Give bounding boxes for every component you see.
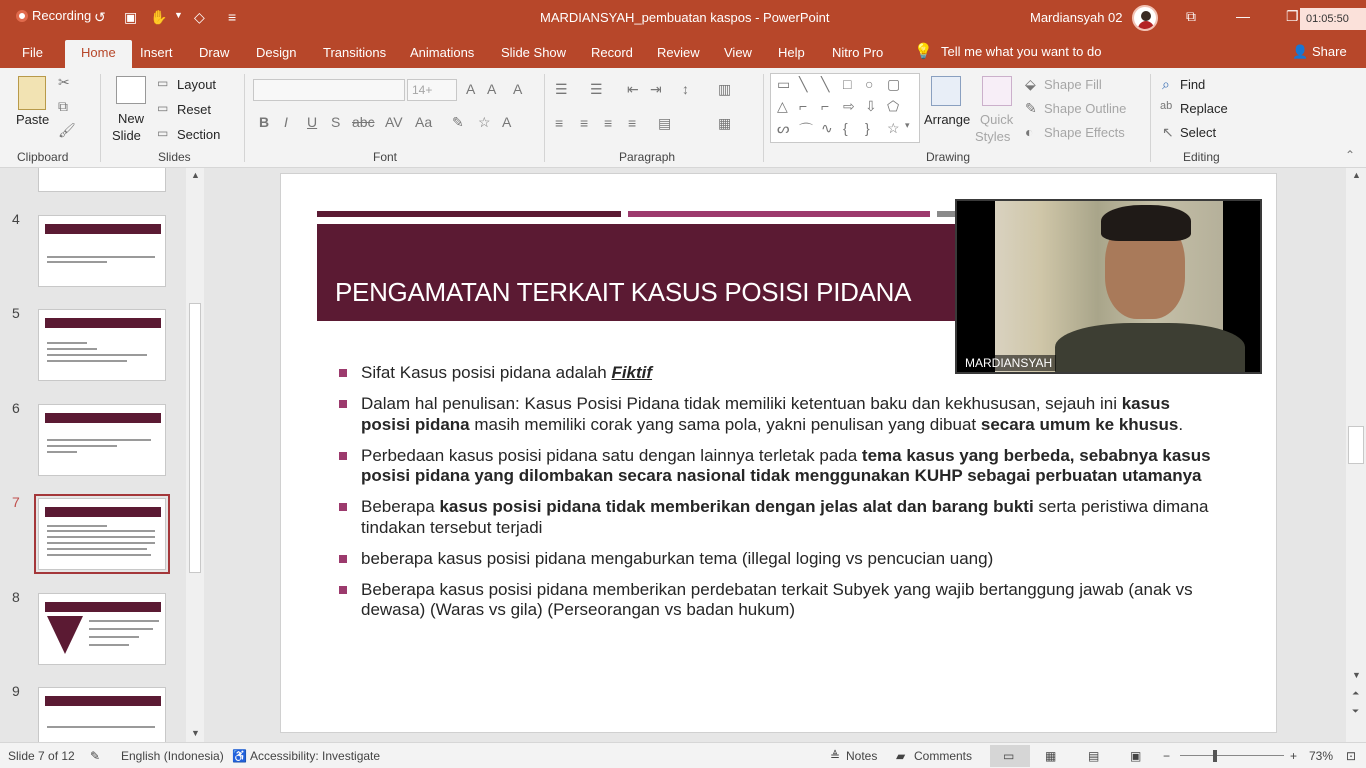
thumb-text-line xyxy=(47,542,155,544)
arrow-right-shape-icon[interactable]: ⇨ xyxy=(843,98,855,114)
tab-review[interactable]: Review xyxy=(657,45,700,60)
thumb-title-bar xyxy=(45,602,161,612)
person-hair xyxy=(1101,205,1191,241)
tab-draw[interactable]: Draw xyxy=(199,45,230,60)
quick-styles-icon[interactable] xyxy=(982,76,1012,106)
thumb-title-bar xyxy=(45,696,161,706)
slide-counter: Slide 7 of 12 xyxy=(8,749,75,763)
divider xyxy=(100,74,101,162)
bullet-item[interactable] xyxy=(337,446,1217,487)
previous-slide-icon[interactable]: ⏶ xyxy=(1352,688,1360,698)
bullet-text: . xyxy=(1178,414,1184,434)
slide-number: 9 xyxy=(12,683,20,699)
thumb-text-line xyxy=(47,348,97,350)
restore-icon[interactable]: ❐ xyxy=(1286,8,1299,24)
section-button[interactable]: Section xyxy=(177,127,221,142)
new-slide-icon[interactable] xyxy=(116,76,146,104)
reset-icon: ▭ xyxy=(157,101,169,115)
text-effects-icon[interactable]: ☆ xyxy=(478,114,491,130)
scroll-down-icon[interactable]: ▼ xyxy=(1352,670,1361,680)
zoom-out-icon[interactable]: − xyxy=(1163,749,1171,763)
divider xyxy=(544,74,545,162)
divider xyxy=(244,74,245,162)
thumb-text-line xyxy=(47,256,155,258)
arrange-icon[interactable] xyxy=(931,76,961,106)
recording-indicator xyxy=(16,8,91,23)
thumb-title-bar xyxy=(45,413,161,423)
quick-styles-button-line2[interactable]: Styles xyxy=(975,129,1011,144)
shape-outline-button[interactable]: Shape Outline xyxy=(1044,101,1127,116)
document-title: MARDIANSYAH_pembuatan kaspos - PowerPoint xyxy=(540,10,830,25)
zoom-slider-thumb[interactable] xyxy=(1213,750,1217,762)
columns-icon[interactable]: ▥ xyxy=(718,81,732,97)
bullet-bold: tema kasus yang berbeda, sebabnya kasus posisi pidana yang dilombakan secara nasional tidak menggunakan KUHP sebagai perbuatan utamanya xyxy=(361,445,1211,485)
comments-button[interactable]: Comments xyxy=(914,749,973,763)
slide-scrollbar[interactable] xyxy=(1346,168,1366,742)
accessibility-icon: ♿ xyxy=(232,749,247,763)
thumb-title-bar xyxy=(45,318,161,328)
cube-icon[interactable]: ◇ xyxy=(194,9,205,25)
tab-file[interactable]: File xyxy=(22,45,43,60)
paste-button[interactable]: Paste xyxy=(16,112,50,127)
thumb-text-line xyxy=(47,261,107,263)
thumb-text-line xyxy=(47,342,87,344)
tell-me-search[interactable]: Tell me what you want to do xyxy=(941,44,1102,59)
avatar[interactable] xyxy=(1132,5,1158,31)
bullet-item[interactable] xyxy=(337,394,1217,435)
slide-thumbnail[interactable] xyxy=(38,593,166,665)
accessibility-status[interactable]: Accessibility: Investigate xyxy=(250,749,381,763)
thumb-title-bar xyxy=(45,224,161,234)
change-case-icon[interactable]: Aa xyxy=(415,114,433,130)
line-shape-icon[interactable]: ╲ xyxy=(799,76,808,92)
paint-bucket-icon: ⬙ xyxy=(1025,76,1036,92)
slide-number: 4 xyxy=(12,211,20,227)
shape-effects-button[interactable]: Shape Effects xyxy=(1044,125,1125,140)
bullet-item[interactable] xyxy=(337,497,1217,538)
tab-slide-show[interactable]: Slide Show xyxy=(501,45,567,60)
thumb-text-line xyxy=(47,548,147,550)
brace-left-shape-icon[interactable]: { xyxy=(843,120,848,136)
recording-timer: 01:05:50 xyxy=(1300,8,1366,30)
title-bar xyxy=(0,0,1366,36)
thumb-text-line xyxy=(47,726,155,728)
rectangle-shape-icon[interactable]: □ xyxy=(843,76,852,92)
tab-insert[interactable]: Insert xyxy=(140,45,173,60)
numbering-icon[interactable]: ☰ xyxy=(590,81,603,97)
slide-title[interactable]: PENGAMATAN TERKAIT KASUS POSISI PIDANA xyxy=(335,277,912,307)
record-icon xyxy=(16,10,28,22)
slideshow-icon[interactable]: ▣ xyxy=(1130,749,1142,763)
cut-icon[interactable]: ✂ xyxy=(58,74,70,90)
tab-help[interactable]: Help xyxy=(778,45,805,60)
bullet-text: Perbedaan kasus posisi pidana satu dengan lainnya terletak pada xyxy=(361,445,862,465)
user-name[interactable]: Mardiansyah 02 xyxy=(1030,10,1123,25)
shapes-gallery[interactable] xyxy=(770,73,920,143)
char-spacing-icon[interactable]: AV xyxy=(385,114,403,130)
zoom-level[interactable]: 73% xyxy=(1309,749,1334,763)
normal-view-icon[interactable]: ▭ xyxy=(1003,749,1015,763)
thumb-funnel-graphic xyxy=(47,616,83,654)
present-icon[interactable]: ▣ xyxy=(124,9,138,25)
arrow-down-shape-icon[interactable]: ⇩ xyxy=(865,98,877,114)
font-family-select[interactable] xyxy=(253,79,405,101)
shape-fill-button[interactable]: Shape Fill xyxy=(1044,77,1102,92)
webcam-video xyxy=(995,201,1223,372)
scroll-down-icon[interactable]: ▼ xyxy=(191,728,200,738)
bullet-emphasis: Fiktif xyxy=(611,363,653,382)
format-painter-icon[interactable]: 🖌 xyxy=(58,122,76,138)
oval-shape-icon[interactable]: ○ xyxy=(865,76,874,92)
thumb-text-line xyxy=(89,628,153,630)
status-bar xyxy=(0,742,1366,768)
share-button[interactable]: Share xyxy=(1312,44,1347,59)
thumb-text-line xyxy=(47,536,155,538)
connector-shape-icon[interactable]: ⌐ xyxy=(799,98,808,114)
bullet-bold: kasus posisi pidana xyxy=(361,394,1170,434)
slide-thumbnail-panel xyxy=(0,168,204,742)
copy-icon[interactable]: ⧉ xyxy=(58,98,68,114)
person-body xyxy=(1055,323,1245,374)
slide-thumbnail[interactable] xyxy=(38,215,166,287)
clear-format-icon[interactable]: A xyxy=(513,81,523,97)
fit-to-window-icon[interactable]: ⊡ xyxy=(1346,749,1357,763)
thumb-title-bar xyxy=(45,507,161,517)
thumb-text-line xyxy=(47,354,147,356)
italic-icon[interactable]: I xyxy=(284,114,288,130)
ribbon xyxy=(0,68,1366,168)
bullet-item[interactable] xyxy=(337,549,1217,570)
rounded-rect-shape-icon[interactable]: ▢ xyxy=(887,76,901,92)
scrollbar-thumb[interactable] xyxy=(1348,426,1364,464)
slide-thumbnail-active[interactable] xyxy=(38,498,166,570)
undo-icon[interactable]: ↺ xyxy=(94,9,106,25)
arrange-button[interactable]: Arrange xyxy=(924,112,971,127)
bullet-item[interactable] xyxy=(337,580,1217,621)
thumbnail-scrollbar[interactable] xyxy=(186,168,204,742)
touch-mode-icon[interactable]: ✋ xyxy=(150,9,168,25)
minimize-icon[interactable]: — xyxy=(1236,8,1250,24)
bullet-bold: kasus posisi pidana tidak memberikan dengan jelas alat dan barang bukti xyxy=(439,497,1034,516)
spell-check-icon[interactable]: ✎ xyxy=(90,749,101,763)
bullet-list[interactable] xyxy=(337,363,1217,631)
line-spacing-icon[interactable]: ↕ xyxy=(682,81,689,97)
slide-number: 6 xyxy=(12,400,20,416)
slide-thumbnail[interactable] xyxy=(38,168,166,192)
tab-animations[interactable]: Animations xyxy=(410,45,475,60)
decrease-font-icon[interactable]: A xyxy=(487,81,497,97)
increase-indent-icon[interactable]: ⇥ xyxy=(650,81,662,97)
new-slide-button-line2[interactable]: Slide xyxy=(112,128,141,143)
replace-button[interactable]: Replace xyxy=(1180,101,1228,116)
decor-bar xyxy=(317,211,621,217)
pentagon-shape-icon[interactable]: ⬠ xyxy=(887,98,900,114)
thumb-text-line xyxy=(47,554,151,556)
next-slide-icon[interactable]: ⏷ xyxy=(1352,706,1360,716)
bold-icon[interactable]: B xyxy=(259,114,270,130)
ribbon-display-icon[interactable]: ⧉ xyxy=(1186,8,1196,24)
slide-sorter-icon[interactable]: ▦ xyxy=(1045,749,1057,763)
select-cursor-icon: ↖ xyxy=(1162,124,1174,140)
highlight-icon[interactable]: ✎ xyxy=(452,114,464,130)
zoom-in-icon[interactable]: + xyxy=(1290,749,1298,763)
strikethrough-icon[interactable]: abc xyxy=(352,114,375,130)
thumb-text-line xyxy=(47,360,127,362)
slide-number: 8 xyxy=(12,589,20,605)
replace-icon: ab xyxy=(1160,100,1173,112)
increase-font-icon[interactable]: A xyxy=(466,81,476,97)
curve-shape-icon[interactable]: ∿ xyxy=(821,120,833,136)
justify-icon[interactable]: ≡ xyxy=(628,115,637,131)
shadow-icon[interactable]: S xyxy=(331,114,341,130)
scroll-up-icon[interactable]: ▲ xyxy=(191,170,200,180)
dropdown-chevron-icon[interactable]: ▼ xyxy=(174,10,183,20)
new-slide-button[interactable]: New xyxy=(118,111,145,126)
more-shapes-icon[interactable]: ▾ xyxy=(905,120,910,130)
align-center-icon[interactable]: ≡ xyxy=(580,115,589,131)
font-group-label: Font xyxy=(373,150,398,164)
paste-icon[interactable] xyxy=(18,76,46,110)
find-icon: ⌕ xyxy=(1162,76,1170,92)
collapse-ribbon-icon[interactable]: ⌃ xyxy=(1345,148,1356,162)
underline-icon[interactable]: U xyxy=(307,114,318,130)
font-color-icon[interactable]: A xyxy=(502,114,512,130)
ribbon-tabs xyxy=(0,36,1366,68)
thumb-text-line xyxy=(47,439,151,441)
bullets-icon[interactable]: ☰ xyxy=(555,81,568,97)
section-icon: ▭ xyxy=(157,126,169,140)
language-indicator[interactable]: English (Indonesia) xyxy=(121,749,224,763)
thumb-text-line xyxy=(47,445,117,447)
bullet-text: serta peristiwa dimana tindakan tersebut terjadi xyxy=(361,497,1209,537)
scrollbar-thumb[interactable] xyxy=(189,303,201,573)
comments-icon: ▰ xyxy=(896,749,906,763)
arc-shape-icon[interactable]: ⌒ xyxy=(799,122,813,138)
reset-button[interactable]: Reset xyxy=(177,102,211,117)
layout-button[interactable]: Layout xyxy=(177,77,217,92)
thumb-text-line xyxy=(47,451,77,453)
tab-transitions[interactable]: Transitions xyxy=(323,45,387,60)
slide-thumbnail[interactable] xyxy=(38,687,166,742)
notes-button[interactable]: Notes xyxy=(846,749,878,763)
bullet-text: Beberapa kasus posisi pidana memberikan perdebatan terkait Subyek yang wajib bertanggung jawab (anak vs dewasa) (Waras vs gila) (Perseorangan vs badan hukum) xyxy=(361,579,1193,619)
brace-right-shape-icon[interactable]: } xyxy=(865,120,870,136)
tab-record[interactable]: Record xyxy=(591,45,633,60)
slide-thumbnail[interactable] xyxy=(38,309,166,381)
bullet-text: Dalam hal penulisan: Kasus Posisi Pidana tidak memiliki ketentuan baku dan kekhususan, sejauh ini xyxy=(361,394,1122,413)
slide-number: 5 xyxy=(12,305,20,321)
align-right-icon[interactable]: ≡ xyxy=(604,115,613,131)
thumb-text-line xyxy=(89,644,129,646)
slides-group-label: Slides xyxy=(158,150,191,164)
customize-qat-icon[interactable]: ≡ xyxy=(228,9,237,25)
drawing-group-label: Drawing xyxy=(926,150,971,164)
reading-view-icon[interactable]: ▤ xyxy=(1088,749,1100,763)
freeform-shape-icon[interactable]: ᔕ xyxy=(777,120,790,136)
quick-styles-button[interactable]: Quick xyxy=(980,112,1014,127)
slide-thumbnail[interactable] xyxy=(38,404,166,476)
smartart-icon[interactable]: ▦ xyxy=(718,115,732,131)
star-shape-icon[interactable]: ☆ xyxy=(887,120,900,136)
find-button[interactable]: Find xyxy=(1180,77,1206,92)
align-left-icon[interactable]: ≡ xyxy=(555,115,564,131)
divider xyxy=(1150,74,1151,162)
decrease-indent-icon[interactable]: ⇤ xyxy=(627,81,639,97)
slide-number-active: 7 xyxy=(12,494,20,510)
bullet-text: Beberapa xyxy=(361,497,440,516)
webcam-overlay[interactable] xyxy=(955,199,1262,374)
bullet-text: beberapa kasus posisi pidana mengaburkan tema (illegal loging vs pencucian uang) xyxy=(361,548,994,568)
share-icon: 👤 xyxy=(1292,44,1309,59)
tab-design[interactable]: Design xyxy=(256,45,297,60)
scroll-up-icon[interactable]: ▲ xyxy=(1352,170,1361,180)
title-placeholder[interactable] xyxy=(317,224,977,321)
bullet-text: Sifat Kasus posisi pidana adalah xyxy=(361,363,612,382)
thumb-text-line xyxy=(89,620,159,622)
thumb-text-line xyxy=(47,530,155,532)
thumb-text-line xyxy=(89,636,139,638)
textbox-shape-icon[interactable]: ▭ xyxy=(777,76,791,92)
recording-label: Recording xyxy=(32,8,92,23)
line-shape-icon[interactable]: ╲ xyxy=(821,76,830,92)
zoom-slider[interactable] xyxy=(1180,755,1284,756)
webcam-name-label: MARDIANSYAH xyxy=(961,355,1056,371)
tab-view[interactable]: View xyxy=(724,45,752,60)
connector-shape-icon[interactable]: ⌐ xyxy=(821,98,830,114)
bullet-bold: secara umum ke khusus xyxy=(980,414,1179,434)
divider xyxy=(763,74,764,162)
select-button[interactable]: Select xyxy=(1180,125,1217,140)
text-direction-icon[interactable]: ▤ xyxy=(658,115,672,131)
bullet-text: masih memiliki corak yang sama pola, yakni penulisan yang dibuat xyxy=(469,414,981,434)
shape-effects-icon: ◐ xyxy=(1025,124,1034,140)
font-size-select[interactable]: 14+ xyxy=(407,79,457,101)
pen-outline-icon: ✎ xyxy=(1025,100,1037,116)
clipboard-group-label: Clipboard xyxy=(17,150,69,164)
thumb-text-line xyxy=(47,525,107,527)
paragraph-group-label: Paragraph xyxy=(619,150,676,164)
tab-home[interactable]: Home xyxy=(65,40,132,68)
triangle-shape-icon[interactable]: △ xyxy=(777,98,788,114)
editing-group-label: Editing xyxy=(1183,150,1220,164)
tab-nitro-pro[interactable]: Nitro Pro xyxy=(832,45,884,60)
lightbulb-icon: 💡 xyxy=(914,43,933,60)
notes-icon: ≜ xyxy=(830,749,841,763)
layout-icon: ▭ xyxy=(157,76,169,90)
decor-bar xyxy=(628,211,930,217)
